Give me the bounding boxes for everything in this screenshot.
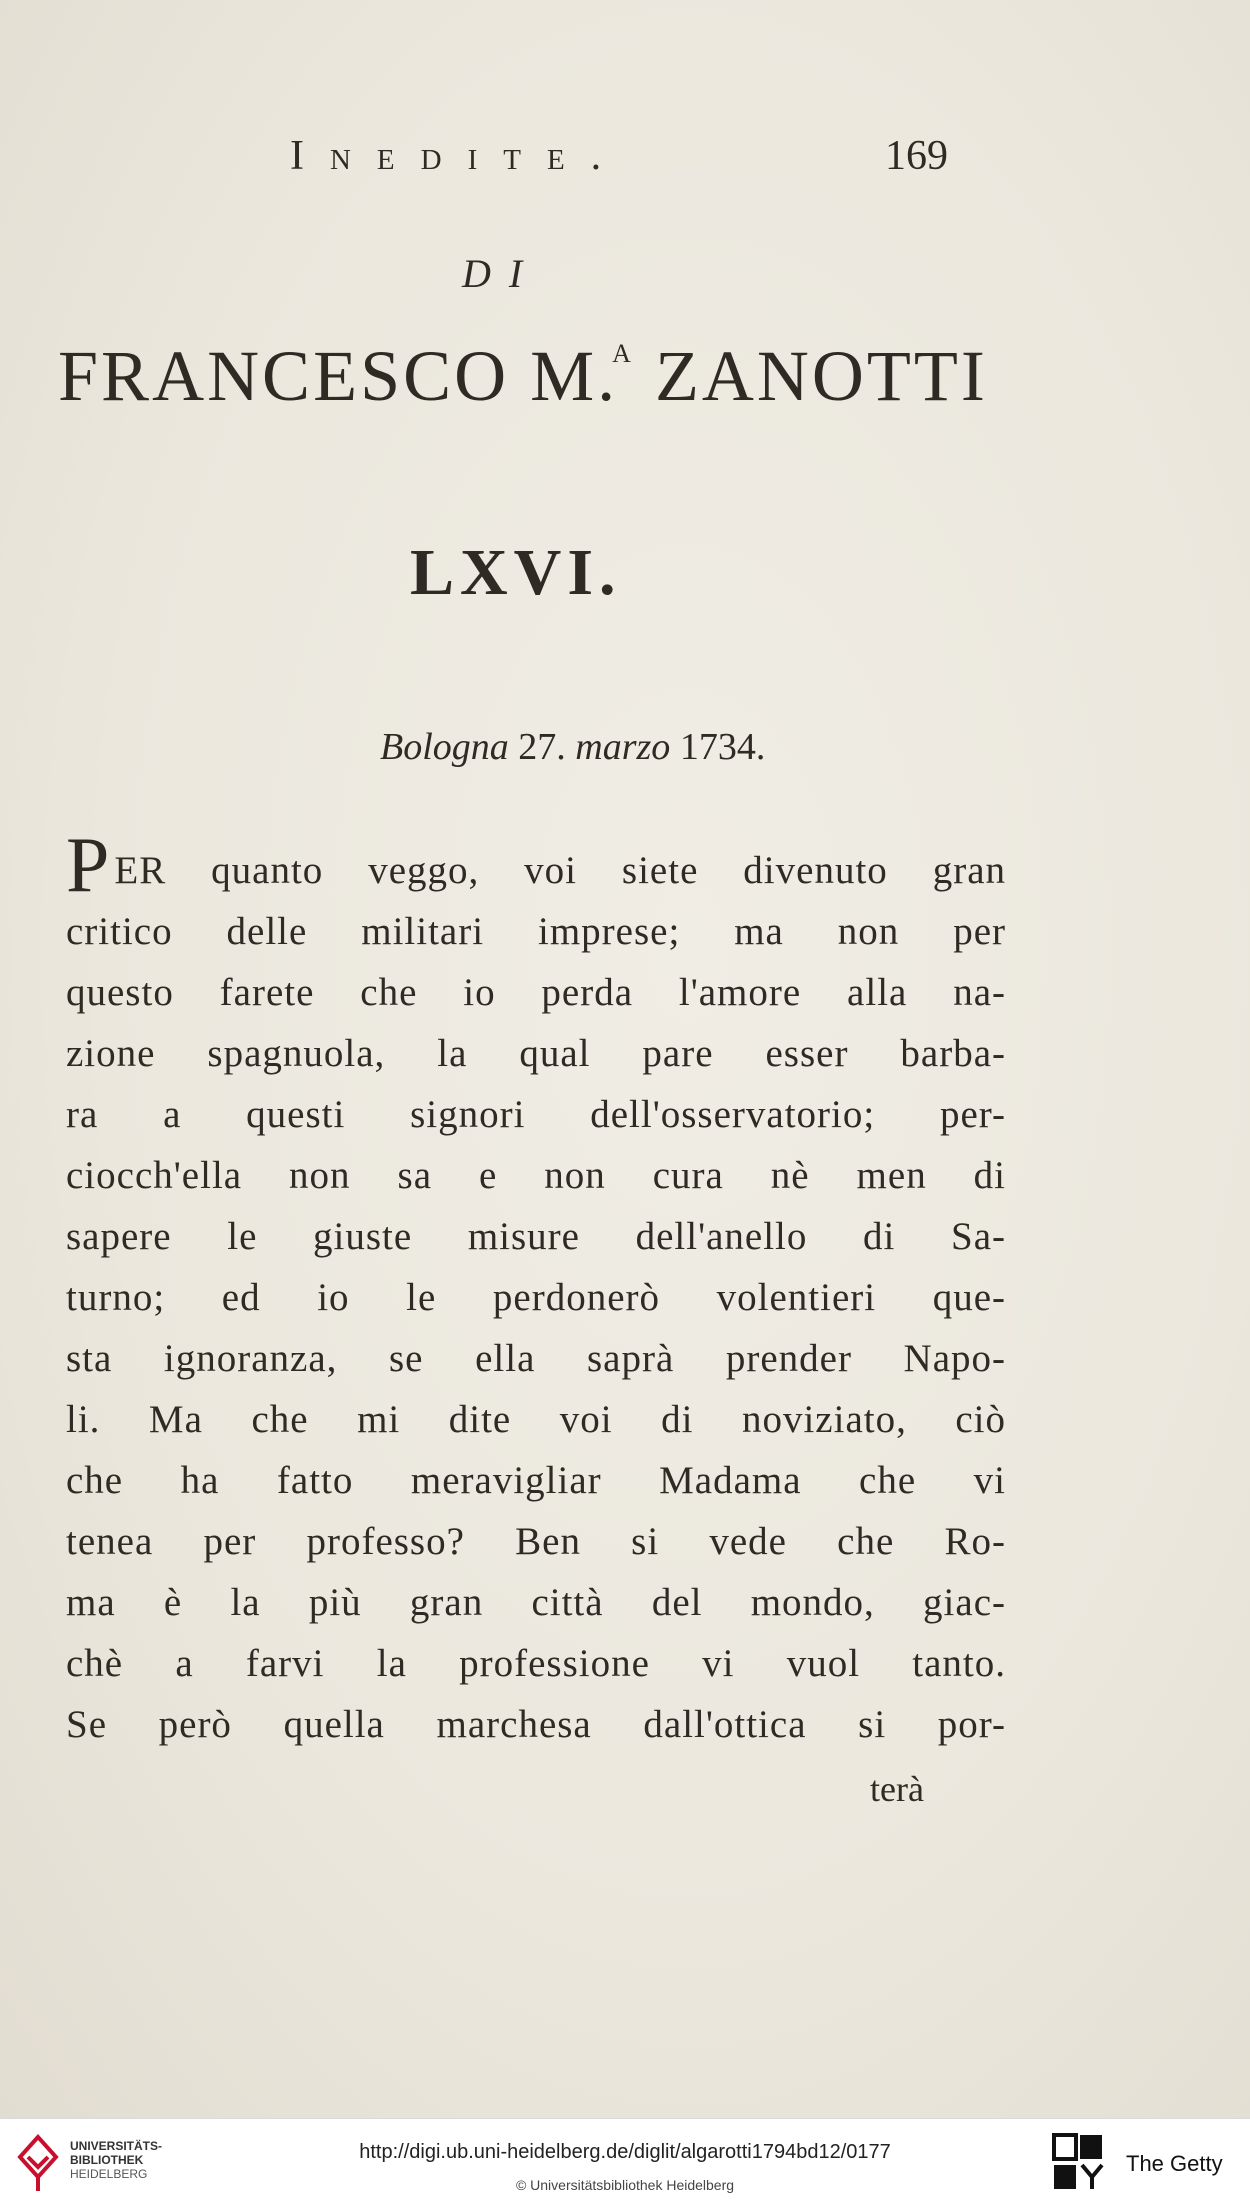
page-number: 169	[885, 133, 948, 179]
catchword: terà	[870, 1769, 924, 1809]
letter-body	[66, 821, 1006, 1755]
getty-logo-icon[interactable]	[1052, 2133, 1104, 2191]
author-name: FRANCESCO M.	[58, 336, 619, 416]
author-superscript: A	[612, 339, 634, 368]
copyright-notice: © Universitätsbibliothek Heidelberg	[515, 2177, 735, 2193]
library-name-line: UNIVERSITÄTS-	[70, 2139, 163, 2153]
drop-capital: P	[66, 821, 111, 908]
body-line: chè a farvi la professione vi vuol tanto.	[66, 1642, 1006, 1685]
body-line: questo farete che io perda l'amore alla na-	[66, 971, 1006, 1014]
body-line: Se però quella marchesa dall'ottica si por-	[66, 1703, 1006, 1746]
body-line: turno; ed io le perdonerò volentieri que-	[66, 1276, 1006, 1319]
library-name-line: BIBLIOTHEK	[70, 2153, 144, 2167]
permalink-url[interactable]: http://digi.ub.uni-heidelberg.de/diglit/algarotti1794bd12/0177	[359, 2141, 891, 2163]
body-line: ma è la più gran città del mondo, giac-	[66, 1581, 1006, 1624]
library-name-line: HEIDELBERG	[70, 2167, 148, 2181]
author-surname: ZANOTTI	[654, 336, 988, 416]
getty-name: The Getty	[1126, 2151, 1223, 2176]
body-line	[66, 821, 1006, 908]
body-line: zione spagnuola, la qual pare esser barba-	[66, 1032, 1006, 1075]
dateline-year: 1734.	[679, 726, 766, 768]
body-line: che ha fatto meravigliar Madama che vi	[66, 1459, 1006, 1502]
body-line-text: ER quanto veggo, voi siete divenuto gran	[114, 849, 1006, 892]
dateline-month: marzo	[575, 726, 671, 768]
body-line: tenea per professo? Ben si vede che Ro-	[66, 1520, 1006, 1563]
ub-heidelberg-logo-icon[interactable]	[14, 2133, 62, 2195]
library-name	[70, 2139, 162, 2181]
running-title: Inedite.	[290, 133, 628, 179]
dateline-day: 27.	[518, 726, 566, 768]
running-head	[0, 132, 1250, 192]
viewer-footer	[0, 2118, 1250, 2209]
author-heading	[58, 335, 988, 418]
letter-number: LXVI.	[410, 536, 622, 609]
body-line: sta ignoranza, se ella saprà prender Napo-	[66, 1337, 1006, 1380]
body-line: ra a questi signori dell'osservatorio; per-	[66, 1093, 1006, 1136]
body-line: critico delle militari imprese; ma non per	[66, 910, 1006, 953]
heading-di: DI	[462, 251, 541, 296]
dateline	[380, 725, 765, 769]
dateline-place: Bologna	[380, 726, 509, 768]
body-line: ciocch'ella non sa e non cura nè men di	[66, 1154, 1006, 1197]
body-line: li. Ma che mi dite voi di noviziato, ciò	[66, 1398, 1006, 1441]
body-line: sapere le giuste misure dell'anello di Sa-	[66, 1215, 1006, 1258]
